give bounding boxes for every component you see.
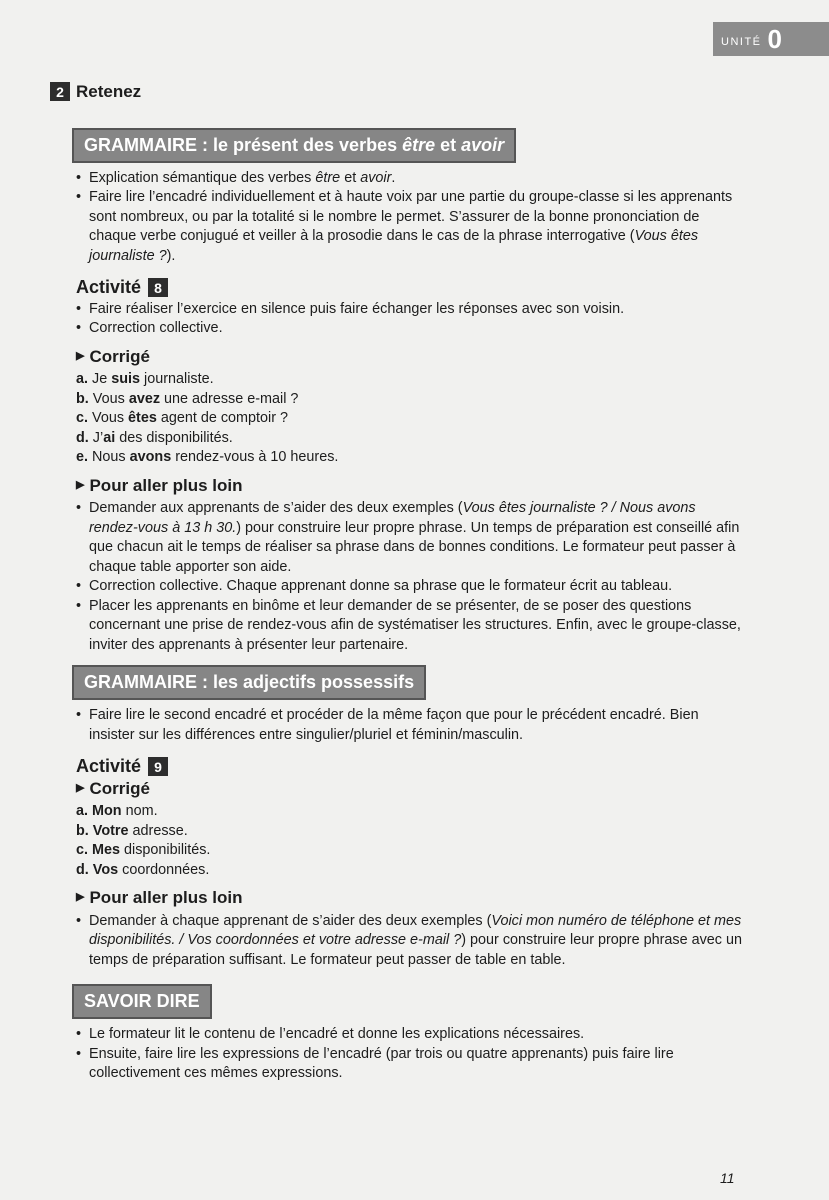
grammar2-list bbox=[76, 706, 748, 745]
activity-label: Activité bbox=[76, 277, 142, 297]
activity-label: Activité bbox=[76, 756, 142, 776]
section-number: 2 bbox=[50, 82, 70, 101]
activity-number: 8 bbox=[148, 278, 168, 297]
triangle-right-icon: ▶ bbox=[76, 781, 85, 794]
answer-line: d. J’ai des disponibilités. bbox=[76, 429, 233, 446]
answer-line: d. Vos coordonnées. bbox=[76, 861, 210, 878]
activity9-plus-loin-list bbox=[76, 912, 748, 971]
savoir-dire-heading: SAVOIR DIRE bbox=[72, 984, 212, 1019]
section-heading bbox=[50, 82, 748, 102]
grammar1-title-em1: être bbox=[402, 134, 436, 155]
grammar-heading-etre-avoir bbox=[72, 128, 516, 163]
list-item: • Faire lire le second encadré et procéder de la même façon que pour le précédent encadré. Bien insister sur les différences entre singulier/pluriel et féminin/masculin. bbox=[76, 706, 748, 745]
list-item: • Correction collective. Chaque apprenant donne sa phrase que le formateur écrit au tableau. bbox=[76, 577, 748, 597]
answer-line: c. Mes disponibilités. bbox=[76, 842, 211, 858]
plus-loin-heading: ▶ Pour aller plus loin bbox=[76, 475, 243, 495]
list-item: • Explication sémantique des verbes être et avoir. bbox=[76, 169, 748, 189]
plus-loin-heading: ▶ Pour aller plus loin bbox=[76, 888, 243, 907]
corrige-heading: ▶ Corrigé bbox=[76, 346, 150, 366]
list-item: • Le formateur lit le contenu de l’encadré et donne les explications nécessaires. bbox=[76, 1025, 748, 1045]
activity-9-heading bbox=[76, 757, 748, 777]
unit-tab-number: 0 bbox=[767, 24, 782, 54]
main-content bbox=[56, 76, 748, 1084]
grammar1-title-mid: et bbox=[435, 134, 462, 155]
answer-line: e. Nous avons rendez-vous à 10 heures. bbox=[76, 449, 339, 465]
triangle-right-icon: ▶ bbox=[76, 891, 85, 903]
list-item: • Correction collective. bbox=[76, 319, 748, 339]
grammar-heading-possessifs: GRAMMAIRE : les adjectifs possessifs bbox=[72, 665, 426, 700]
list-item: • Placer les apprenants en binôme et leur demander de se présenter, de se poser des questions concernant une prise de rendez-vous afin de systématiser les structures. Enfin, avec le groupe-classe, inviter des apprenants à présenter leur partenaire. bbox=[76, 597, 748, 656]
list-item: • Ensuite, faire lire les expressions de l’encadré (par trois ou quatre apprenants) puis faire lire collectivement ces mêmes expressions. bbox=[76, 1045, 748, 1084]
activity-8-heading bbox=[76, 278, 748, 298]
grammar1-title-plain: GRAMMAIRE : le présent des verbes bbox=[84, 134, 403, 155]
answer-line: a. Mon nom. bbox=[76, 803, 158, 819]
triangle-right-icon: ▶ bbox=[76, 478, 85, 491]
answer-line: a. Je suis journaliste. bbox=[76, 371, 214, 387]
list-item: • Faire lire l’encadré individuellement et à haute voix par une partie du groupe-classe si les apprenants sont nombreux, ou par la totalité si le nombre le permet. S’assurer de la bonne prononciation de chaque verbe conjugué et veiller à la prosodie dans le cas de la phrase interrogative (Vous êtes journaliste ?). bbox=[76, 188, 748, 266]
unit-tab bbox=[713, 22, 829, 56]
list-item: • Demander aux apprenants de s’aider des deux exemples (Vous êtes journaliste ? / Nous avons rendez-vous à 13 h 30.) pour construire leur propre phrase. Un temps de préparation est conseillé afin que chacun ait le temps de réaliser sa phrase dans de bonnes conditions. Le formateur peut passer à chaque table apporter son aide. bbox=[76, 499, 748, 577]
activity8-plus-loin-list bbox=[76, 499, 748, 655]
activity8-list bbox=[76, 300, 748, 339]
page-number: 11 bbox=[720, 1170, 735, 1186]
grammar1-title-em2: avoir bbox=[461, 134, 505, 155]
activity-number: 9 bbox=[148, 757, 168, 776]
activity9-answers bbox=[76, 802, 748, 880]
section-title: Retenez bbox=[76, 82, 142, 101]
triangle-right-icon: ▶ bbox=[76, 349, 85, 362]
answer-line: b. Vous avez une adresse e-mail ? bbox=[76, 390, 299, 407]
answer-line: c. Vous êtes agent de comptoir ? bbox=[76, 410, 289, 426]
answer-line: b. Votre adresse. bbox=[76, 822, 188, 839]
list-item: • Faire réaliser l’exercice en silence puis faire échanger les réponses avec son voisin. bbox=[76, 300, 748, 320]
list-item: • Demander à chaque apprenant de s’aider des deux exemples (Voici mon numéro de téléphone et mes disponibilités. / Vos coordonnées et votre adresse e-mail ?) pour construire leur propre phrase avec un temps de préparation suffisant. Le formateur peut passer de table en table. bbox=[76, 912, 748, 971]
unit-tab-label: UNITÉ bbox=[721, 36, 762, 48]
corrige-heading: ▶ Corrigé bbox=[76, 778, 150, 798]
activity8-answers bbox=[76, 370, 748, 468]
grammar1-list bbox=[76, 169, 748, 267]
savoir-dire-list bbox=[76, 1025, 748, 1084]
